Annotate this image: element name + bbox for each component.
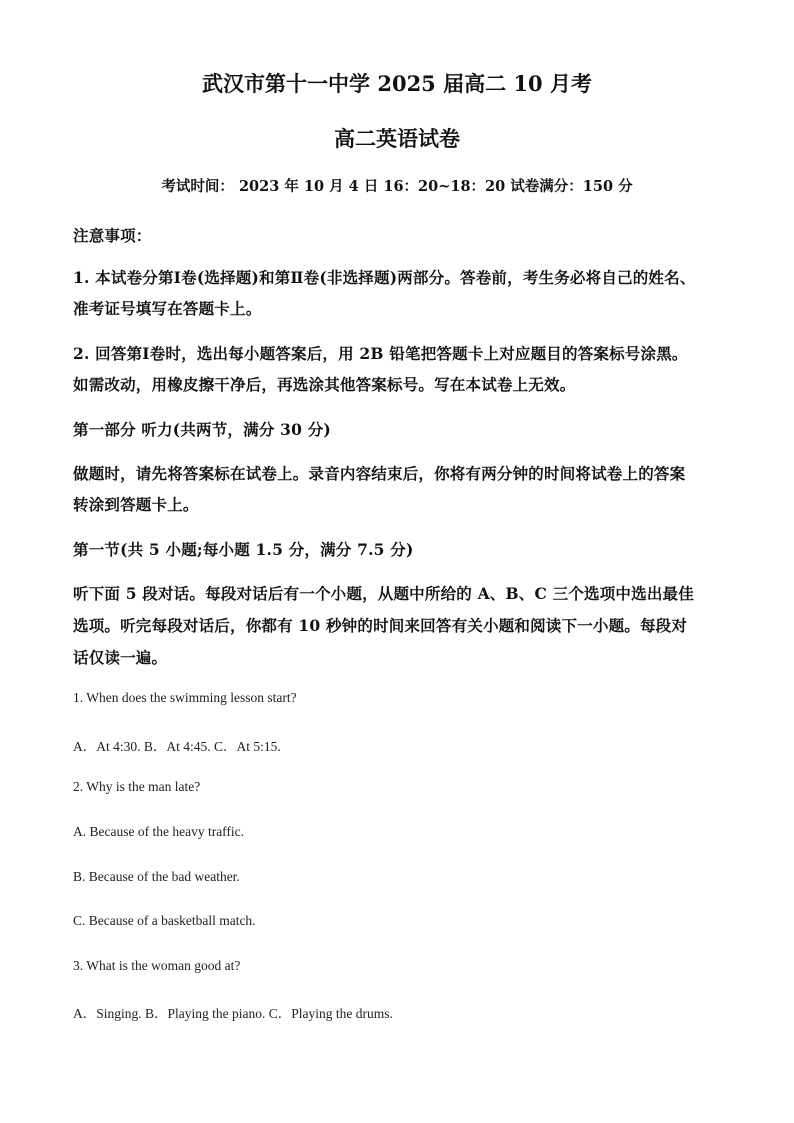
section1-instruction-line-2: 选项。听完每段对话后，你都有 10 秒钟的时间来回答有关小题和阅读下一小题。每段对 <box>73 616 688 635</box>
exam-title: 武汉市第十一中学 2025 届高二 10 月考 <box>202 71 592 96</box>
question-2-option-a: A. Because of the heavy traffic. <box>73 824 245 839</box>
part1-instruction-line-2: 转涂到答题卡上。 <box>73 495 199 514</box>
question-3: 3. What is the woman good at? <box>73 958 241 973</box>
question-2-option-b: B. Because of the bad weather. <box>73 869 240 884</box>
part1-instruction-line-1: 做题时，请先将答案标在试卷上。录音内容结束后，你将有两分钟的时间将试卷上的答案 <box>73 464 686 483</box>
notice-item-1-line-2: 准考证号填写在答题卡上。 <box>73 299 262 318</box>
notice-item-1-line-1: 1. 本试卷分第Ⅰ卷(选择题)和第Ⅱ卷(非选择题)两部分。答卷前，考生务必将自己的姓名、 <box>73 268 696 287</box>
section1-instruction-line-3: 话仅读一遍。 <box>73 648 168 667</box>
notice-item-2-line-1: 2. 回答第Ⅰ卷时，选出每小题答案后，用 2B 铅笔把答题卡上对应题目的答案标号涂黑。 <box>73 344 688 363</box>
question-2-option-c: C. Because of a basketball match. <box>73 913 256 928</box>
section1-instruction-line-1: 听下面 5 段对话。每段对话后有一个小题，从题中所给的 A、B、C 三个选项中选出最佳 <box>73 584 694 603</box>
exam-subtitle: 高二英语试卷 <box>334 126 460 151</box>
question-3-options: A．Singing. B．Playing the piano. C．Playing the drums. <box>73 1006 393 1021</box>
section1-heading: 第一节(共 5 小题;每小题 1.5 分，满分 7.5 分) <box>73 540 414 559</box>
question-2: 2. Why is the man late? <box>73 779 201 794</box>
question-1: 1. When does the swimming lesson start? <box>73 690 297 705</box>
question-1-options: A．At 4:30. B．At 4:45. C．At 5:15. <box>73 739 281 754</box>
notice-item-2-line-2: 如需改动，用橡皮擦干净后，再选涂其他答案标号。写在本试卷上无效。 <box>73 375 576 394</box>
notice-heading: 注意事项： <box>73 226 152 245</box>
part1-heading: 第一部分 听力(共两节，满分 30 分) <box>73 420 331 439</box>
exam-info: 考试时间： 2023 年 10 月 4 日 16：20~18：20 试卷满分：150 分 <box>161 178 633 195</box>
